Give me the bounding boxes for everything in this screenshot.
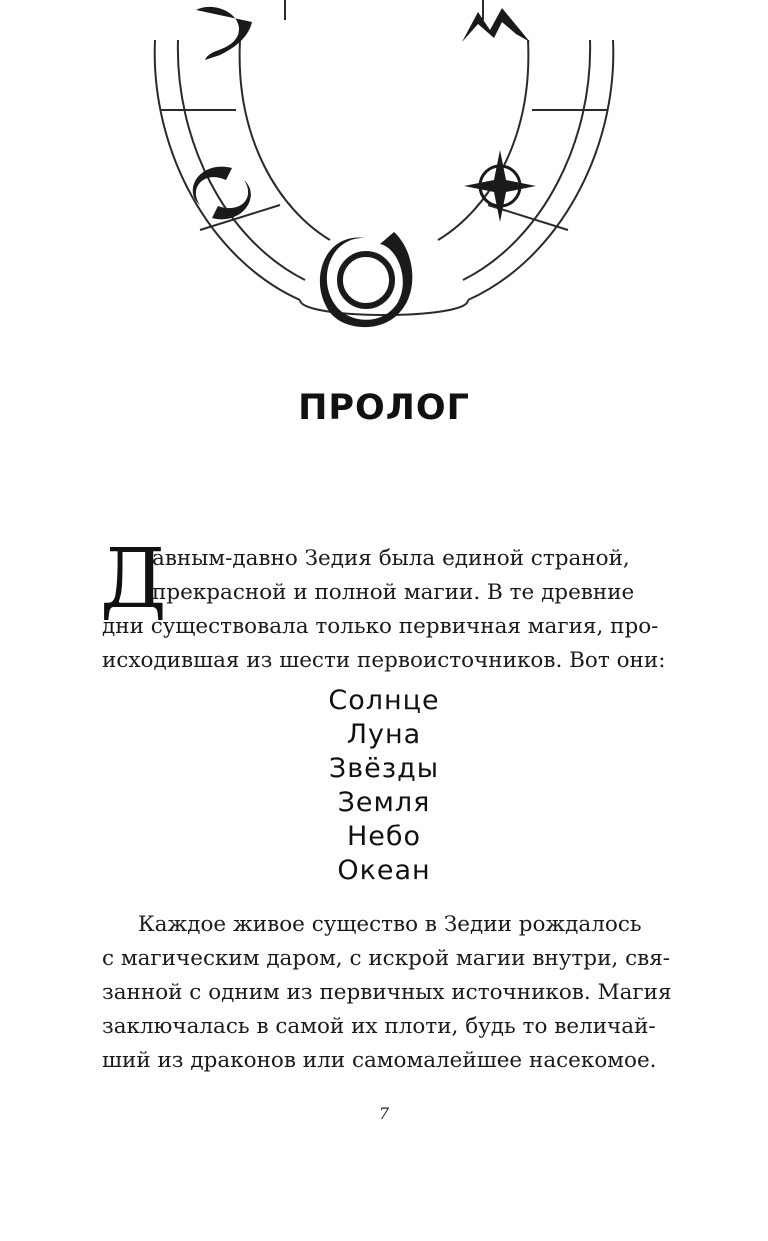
sources-list (0, 684, 768, 888)
text-line: Каждое живое существо в Зедии рождалось (138, 912, 642, 937)
text-line: прекрасной и полной магии. В те древние (152, 580, 635, 605)
six-sources-emblem (0, 0, 768, 340)
second-paragraph (102, 908, 672, 1078)
mountain-icon (462, 8, 530, 42)
source-stars: Звёзды (328, 753, 440, 784)
intro-paragraph (100, 532, 666, 678)
text-line: с магическим даром, с искрой магии внутри, свя- (102, 946, 671, 971)
chapter-title: ПРОЛОГ (298, 388, 470, 428)
star-icon (464, 150, 536, 222)
ocean-circle-icon (320, 232, 412, 327)
text-line: дни существовала только первичная магия, про- (102, 614, 659, 639)
text-line: заключалась в самой их плоти, будь то величай- (102, 1014, 656, 1039)
source-ocean: Океан (337, 855, 431, 886)
source-earth: Земля (337, 787, 431, 818)
text-line: занной с одним из первичных источников. Магия (102, 980, 672, 1005)
source-sky: Небо (346, 821, 422, 852)
text-line: исходившая из шести первоисточников. Вот они: (102, 648, 666, 673)
text-line: ший из драконов или самомалейшее насекомое. (102, 1048, 657, 1073)
source-moon: Луна (346, 719, 422, 750)
text-line: авным-давно Зедия была единой страной, (152, 546, 630, 571)
drop-cap: Д (100, 532, 167, 627)
page-number: 7 (378, 1104, 390, 1123)
source-sun: Солнце (328, 685, 440, 716)
dragon-icon (196, 7, 252, 60)
